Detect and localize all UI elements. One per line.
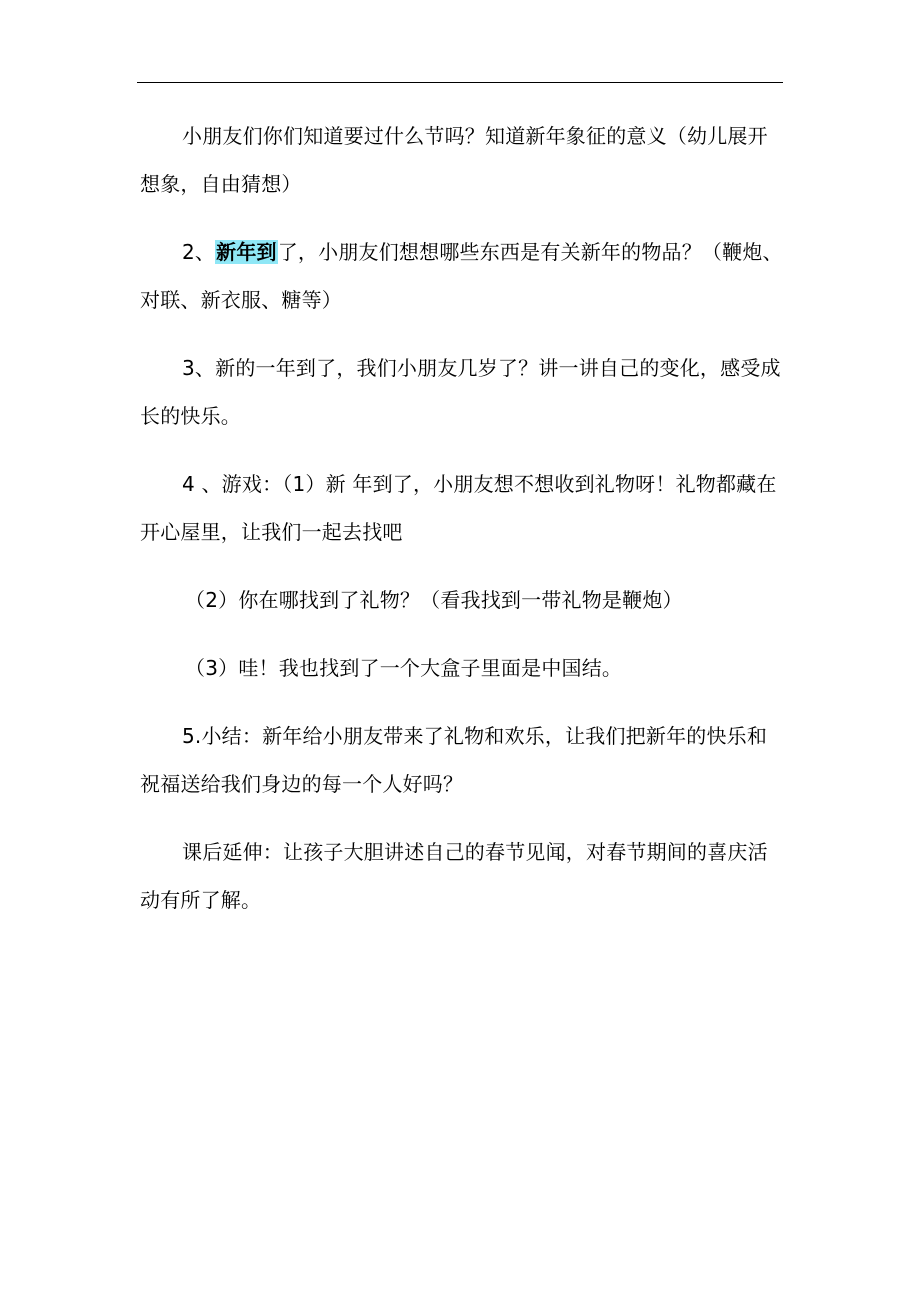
paragraph-prefix: 2、	[182, 240, 216, 264]
paragraph-text: 了，小朋友们想想哪些东西是有关新年的物品？（鞭炮、对联、新衣服、糖等）	[140, 240, 783, 312]
highlighted-text: 新年到	[216, 240, 277, 264]
paragraph-game: 4 、游戏：（1）新 年到了，小朋友想不想收到礼物呀！礼物都藏在开心屋里，让我们一起去找吧	[140, 472, 777, 544]
paragraph-new-year-items	[140, 228, 785, 324]
document-body	[140, 112, 785, 944]
header-rule	[137, 82, 783, 83]
paragraph-game-step-3: （3）哇！我也找到了一个大盒子里面是中国结。	[185, 656, 623, 680]
paragraph-intro-question: 小朋友们你们知道要过什么节吗？知道新年象征的意义（幼儿展开想象，自由猜想）	[140, 124, 768, 196]
paragraph-summary: 5.小结：新年给小朋友带来了礼物和欢乐，让我们把新年的快乐和祝福送给我们身边的每一个人好吗？	[140, 724, 768, 796]
paragraph-extension: 课后延伸：让孩子大胆讲述自己的春节见闻，对春节期间的喜庆活动有所了解。	[140, 840, 768, 912]
paragraph-growth: 3、新的一年到了，我们小朋友几岁了？讲一讲自己的变化，感受成长的快乐。	[140, 356, 781, 428]
paragraph-game-step-2: （2）你在哪找到了礼物？（看我找到一带礼物是鞭炮）	[185, 588, 683, 612]
